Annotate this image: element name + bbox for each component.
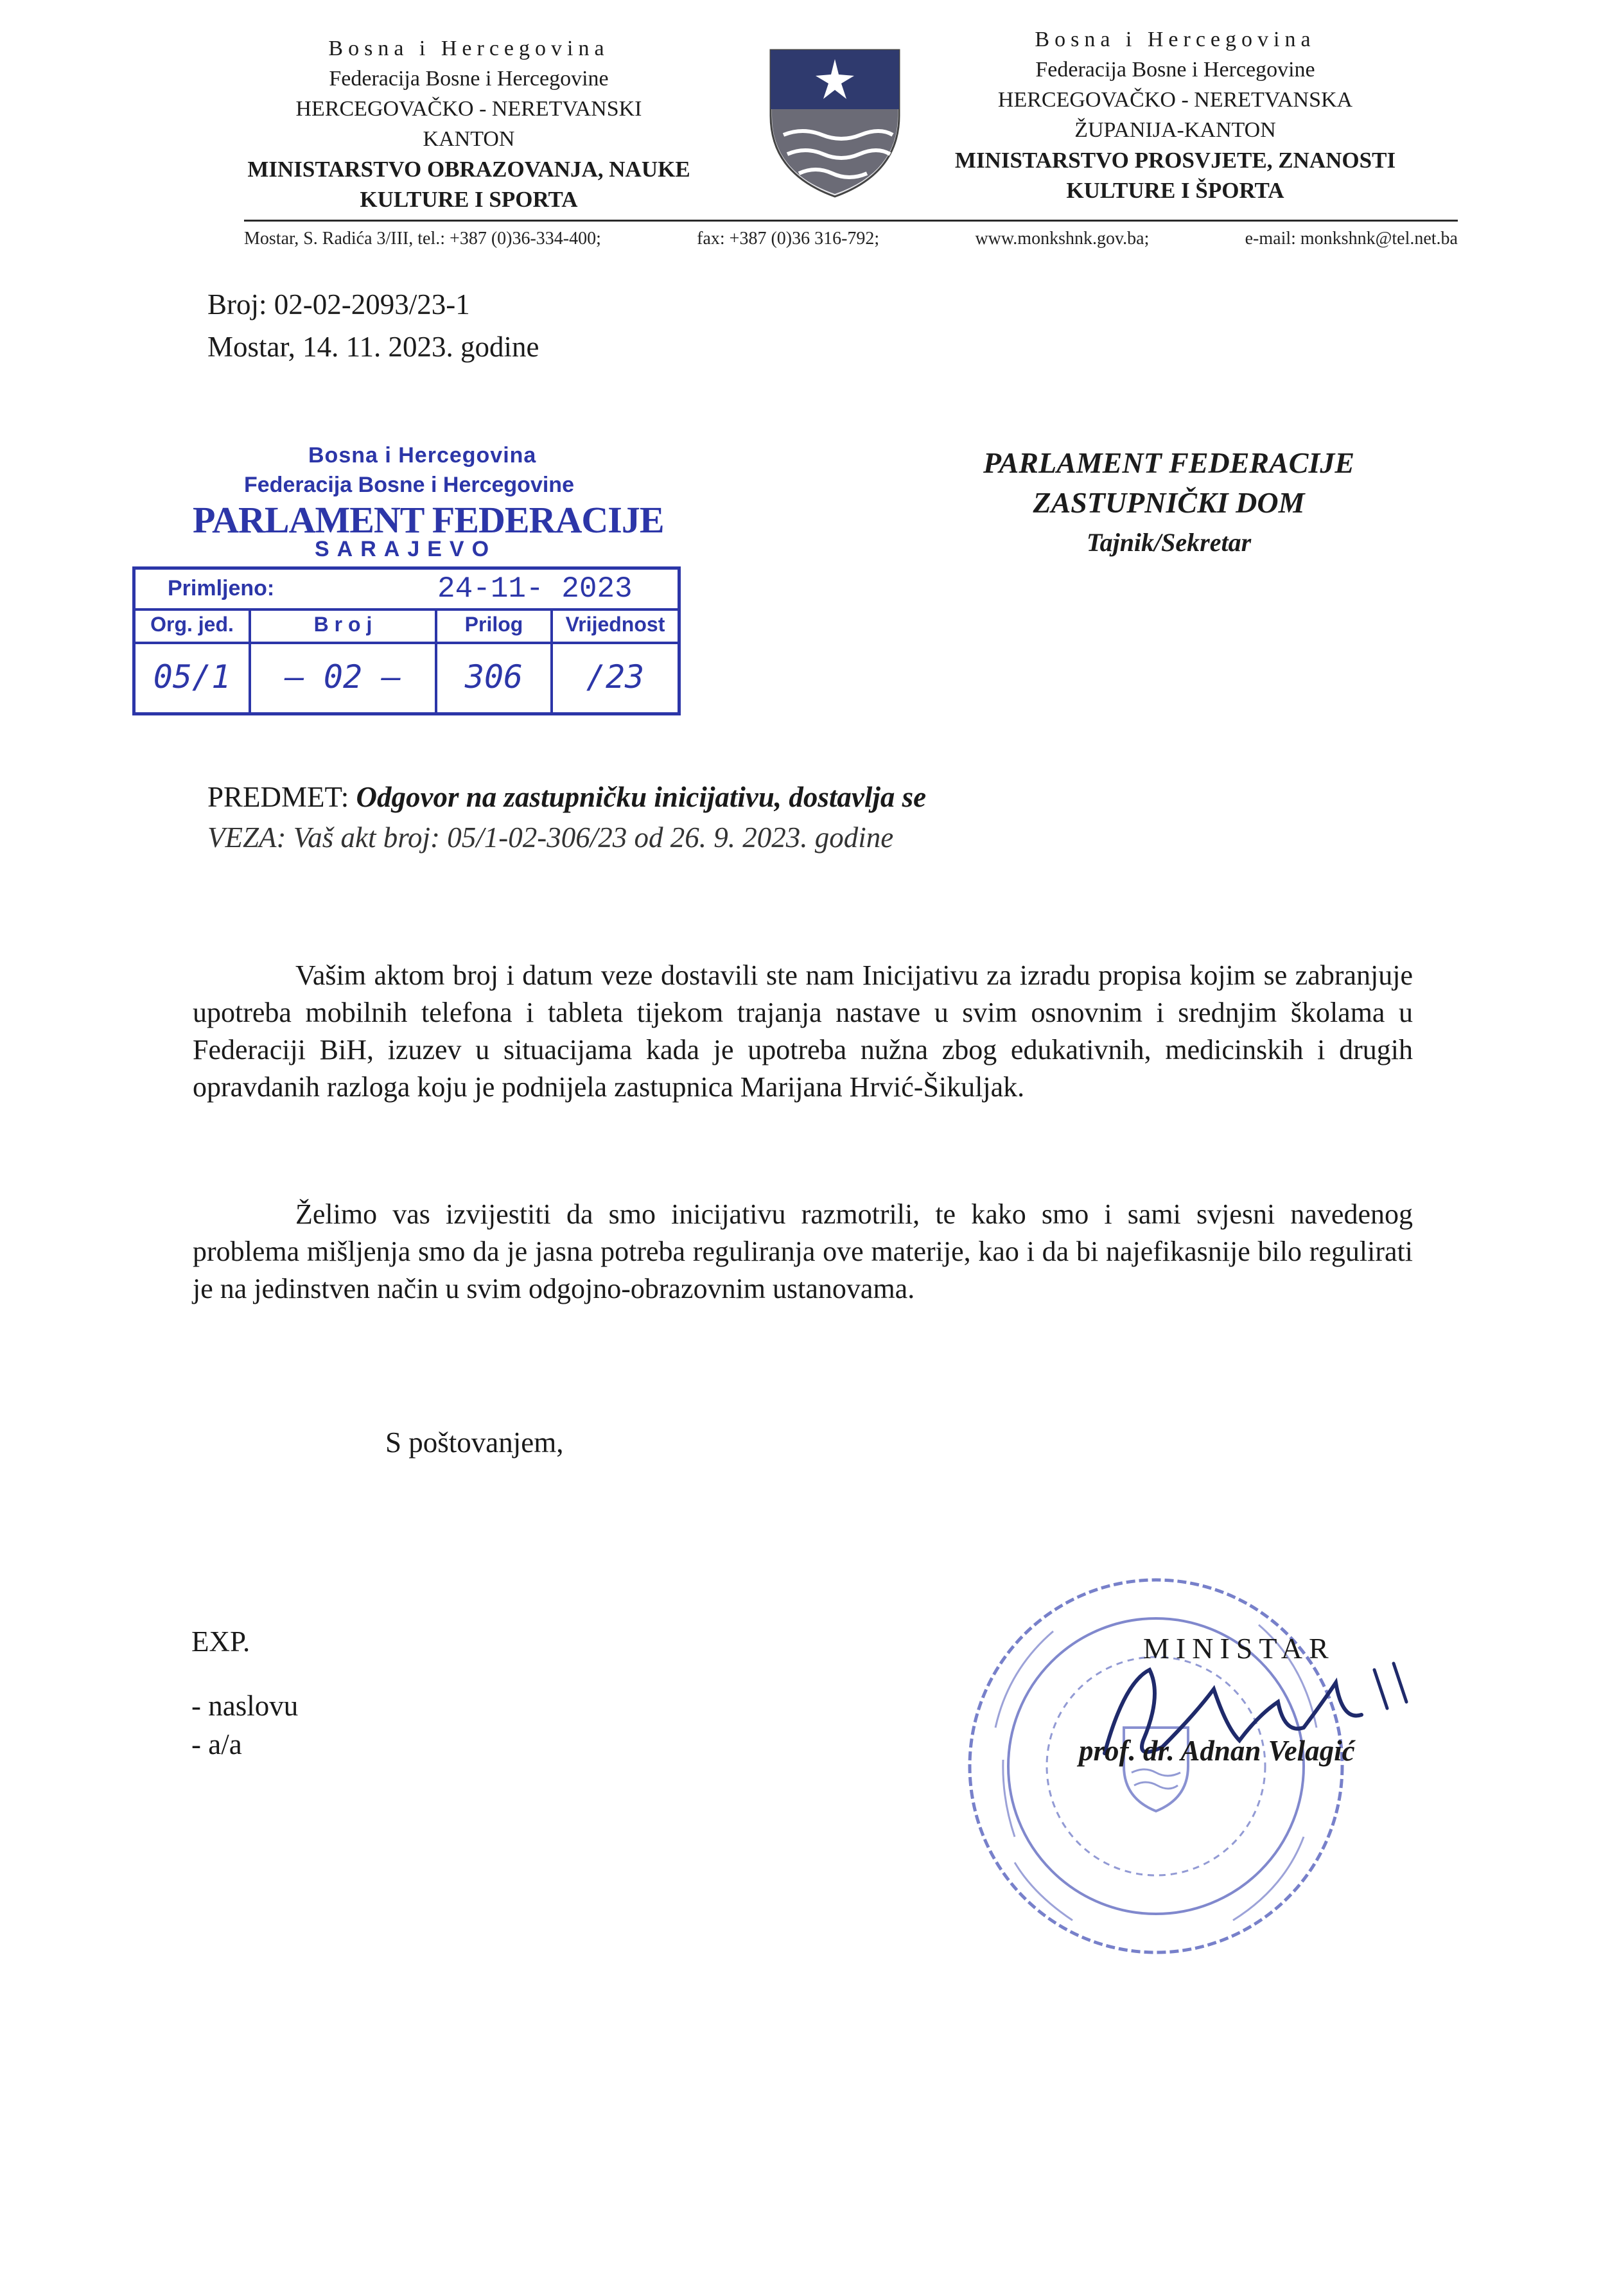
stamp-col-broj: B r o j bbox=[251, 608, 437, 642]
stamp-col-vrijednost: Vrijednost bbox=[565, 613, 665, 636]
subject-text: Odgovor na zastupničku inicijativu, dostavlja se bbox=[356, 781, 927, 813]
stamp-col-org: Org. jed. bbox=[136, 608, 251, 642]
ministry-name-2: KULTURE I SPORTA bbox=[360, 187, 578, 212]
contact-fax: fax: +387 (0)36 316-792; bbox=[697, 229, 880, 249]
country-name: Bosna i Hercegovina bbox=[328, 37, 609, 60]
header-divider bbox=[244, 220, 1458, 222]
entity-name: Federacija Bosne i Hercegovine bbox=[329, 67, 609, 91]
stamp-received-label: Primljeno: bbox=[168, 576, 275, 600]
letterhead-left bbox=[212, 33, 726, 215]
distribution-item: - a/a bbox=[191, 1728, 242, 1760]
subject-reference: VEZA: Vaš akt broj: 05/1-02-306/23 od 26. 9. 2023. godine bbox=[207, 821, 894, 854]
canton-name: HERCEGOVAČKO - NERETVANSKA bbox=[997, 88, 1353, 112]
subject-line bbox=[207, 777, 926, 817]
reference-place-date: Mostar, 14. 11. 2023. godine bbox=[207, 331, 539, 363]
stamp-val-broj: – 02 – bbox=[251, 642, 437, 712]
canton-name-2: KANTON bbox=[423, 127, 515, 151]
signatory-name: prof. dr. Adnan Velagić bbox=[1079, 1735, 1355, 1767]
stamp-received-row bbox=[136, 570, 678, 611]
recipient-line2: ZASTUPNIČKI DOM bbox=[1033, 486, 1305, 519]
signatory-title: MINISTAR bbox=[1143, 1632, 1335, 1665]
stamp-country: Bosna i Hercegovina bbox=[308, 443, 537, 468]
stamp-entity: Federacija Bosne i Hercegovine bbox=[244, 473, 574, 497]
stamp-city: SARAJEVO bbox=[315, 537, 497, 561]
canton-name-2: ŽUPANIJA-KANTON bbox=[1074, 118, 1276, 142]
closing-salutation: S poštovanjem, bbox=[385, 1426, 564, 1459]
contact-address: Mostar, S. Radića 3/III, tel.: +387 (0)36-334-400; bbox=[244, 229, 601, 249]
entity-name: Federacija Bosne i Hercegovine bbox=[1035, 58, 1315, 82]
ministry-name-2: KULTURE I ŠPORTA bbox=[1066, 178, 1284, 203]
reference-number: Broj: 02-02-2093/23-1 bbox=[207, 288, 470, 320]
ministry-name: MINISTARSTVO PROSVJETE, ZNANOSTI bbox=[954, 148, 1396, 173]
recipient-block bbox=[899, 443, 1439, 563]
country-name: Bosna i Hercegovina bbox=[1035, 28, 1316, 51]
stamp-val-prilog: 306 bbox=[437, 642, 553, 712]
ministry-name: MINISTARSTVO OBRAZOVANJA, NAUKE bbox=[247, 157, 690, 182]
subject-label: PREDMET: bbox=[207, 781, 349, 813]
recipient-line1: PARLAMENT FEDERACIJE bbox=[983, 446, 1355, 479]
body-paragraph-1 bbox=[193, 957, 1413, 1106]
stamp-header-row bbox=[136, 608, 678, 644]
distribution-item: - naslovu bbox=[191, 1690, 299, 1722]
contact-email: e-mail: monkshnk@tel.net.ba bbox=[1245, 229, 1458, 249]
contact-web: www.monkshnk.gov.ba; bbox=[975, 229, 1150, 249]
contact-bar bbox=[244, 229, 1458, 249]
recipient-line3: Tajnik/Sekretar bbox=[1086, 528, 1252, 557]
reception-stamp bbox=[128, 443, 694, 732]
stamp-val-org: 05/1 bbox=[136, 642, 251, 712]
body-paragraph-2 bbox=[193, 1196, 1413, 1308]
stamp-institution: PARLAMENT FEDERACIJE bbox=[193, 499, 664, 541]
body-paragraph-1-text: Vašim aktom broj i datum veze dostavili ste nam Inicijativu za izradu propisa kojim se zabranjuje upotreba mobilnih telefona i tableta tijekom trajanja nastave u svim osnovnim i srednjim školama u Federaciji BiH, izuzev u situacijama kada je upotreba nužna zbog edukativnih, medicinskih i drugih opravdanih razloga koju je podnijela zastupnica Marijana Hrvić-Šikuljak. bbox=[193, 960, 1413, 1103]
stamp-val-vrijednost: /23 bbox=[586, 658, 645, 696]
body-paragraph-2-text: Želimo vas izvijestiti da smo inicijativu razmotrili, te kako smo i sami svjesni navedenog problema mišljenja smo da je jasna potreba reguliranja ove materije, kao i da bi najefikasnije bilo regulirati je na jedinstven način u svim odgojno-obrazovnim ustanovama. bbox=[193, 1198, 1413, 1304]
letterhead-right bbox=[918, 24, 1432, 206]
canton-name: HERCEGOVAČKO - NERETVANSKI bbox=[295, 97, 642, 121]
stamp-received-date: 24-11- 2023 bbox=[437, 572, 633, 606]
coat-of-arms-icon bbox=[764, 45, 906, 199]
stamp-table bbox=[132, 566, 681, 715]
stamp-values-row bbox=[136, 642, 678, 712]
stamp-col-prilog: Prilog bbox=[437, 608, 553, 642]
distribution-heading: EXP. bbox=[191, 1626, 250, 1658]
